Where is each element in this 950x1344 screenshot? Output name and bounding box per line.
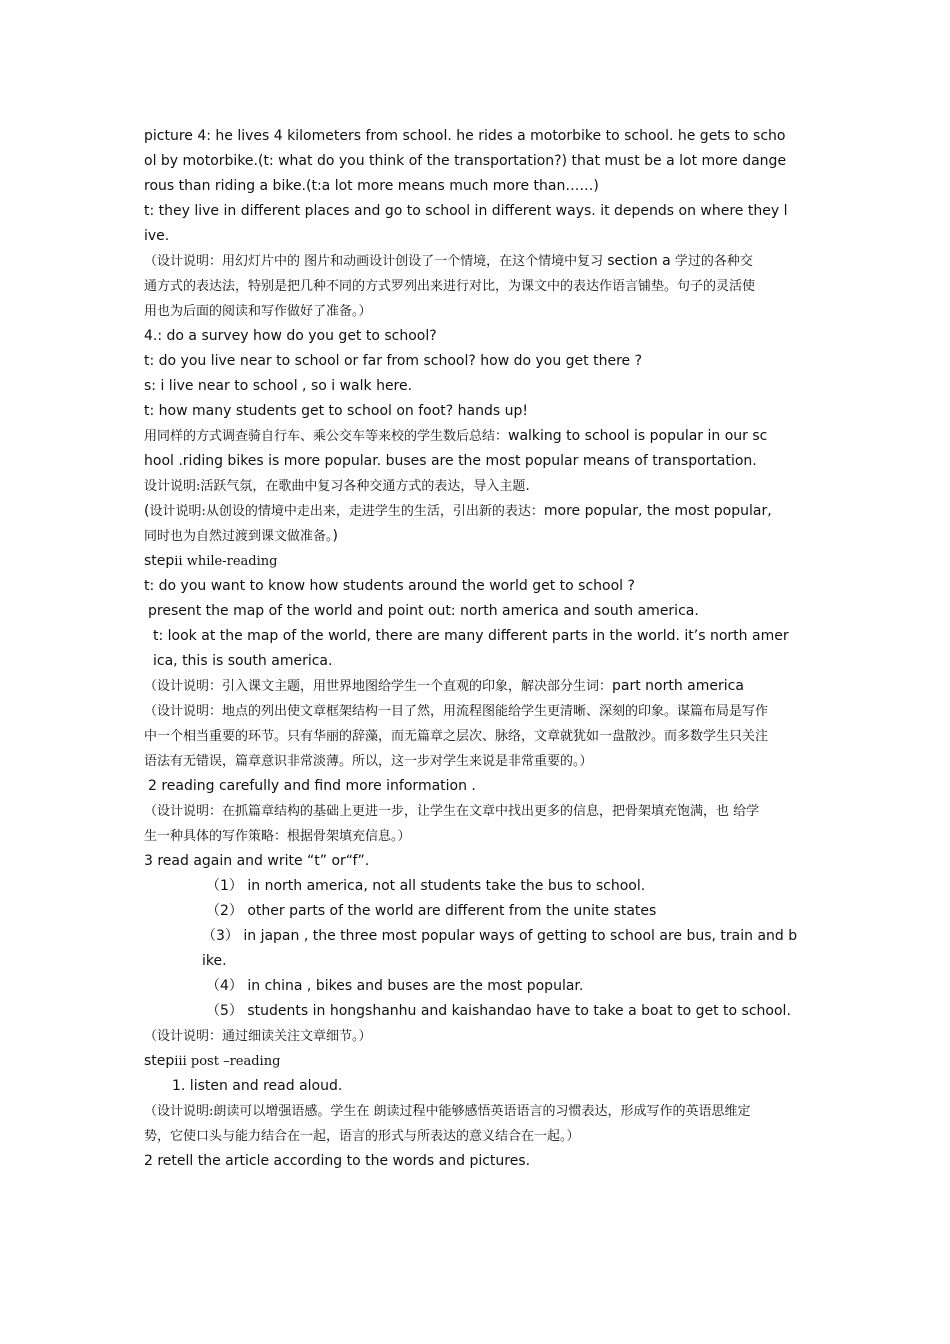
text-line: t: how many students get to school on foot? hands up! xyxy=(144,403,529,419)
note-text-en: section a xyxy=(607,253,671,269)
text-line: 4.: do a survey how do you get to school? xyxy=(144,328,437,344)
text-line: 1. listen and read aloud. xyxy=(172,1078,343,1094)
note-text-en: part north america xyxy=(612,678,744,694)
note-text: 学过的各种交 xyxy=(670,254,753,269)
note-text: （设计说明：引入课文主题，用世界地图给学生一个直观的印象，解决部分生词： xyxy=(144,679,613,694)
design-note-line xyxy=(144,249,808,274)
design-note-line: 语法有无错误，篇章意识非常淡薄。所以，这一步对学生来说是非常重要的。） xyxy=(144,754,593,769)
note-text: 用同样的方式调查骑自行车、乘公交车等来校的学生数后总结： xyxy=(144,429,509,444)
step-label: step xyxy=(144,553,175,569)
list-item: （5） students in hongshanhu and kaishandao have to take a boat to get to school. xyxy=(206,1003,791,1019)
note-text-en: ) xyxy=(332,528,338,544)
text-line: ica, this is south america. xyxy=(153,653,333,669)
list-item: （3） in japan , the three most popular ways of getting to school are bus, train and b xyxy=(202,928,798,944)
list-item: ike. xyxy=(202,953,227,969)
list-item: （2） other parts of the world are different from the unite states xyxy=(206,903,657,919)
note-text: （设计说明：用幻灯片中的 图片和动画设计创设了一个情境，在这个情境中复习 xyxy=(144,254,608,269)
note-text-en: walking to school is popular in our sc xyxy=(508,428,768,444)
text-line: 2 reading carefully and find more information . xyxy=(148,778,476,794)
text-line: 2 retell the article according to the words and pictures. xyxy=(144,1153,531,1169)
step-title: ⅲ post –reading xyxy=(174,1054,281,1069)
design-note-line: 势，它使口头与能力结合在一起，语言的形式与所表达的意义结合在一起。） xyxy=(144,1129,580,1144)
text-line: 3 read again and write “t” or“f”. xyxy=(144,853,370,869)
step-heading xyxy=(144,1049,808,1074)
text-line: t: do you want to know how students around the world get to school ? xyxy=(144,578,635,594)
text-line: rous than riding a bike.(t:a lot more means much more than……) xyxy=(144,178,599,194)
step-label: step xyxy=(144,1053,175,1069)
text-line: s: i live near to school , so i walk here. xyxy=(144,378,413,394)
design-note-line xyxy=(144,424,808,449)
text-line: present the map of the world and point out: north america and south america. xyxy=(148,603,699,619)
design-note-line: （设计说明：通过细读关注文章细节。） xyxy=(144,1029,372,1044)
text-line: t: look at the map of the world, there are many different parts in the world. it’s north amer xyxy=(153,628,789,644)
step-title: ⅱ while-reading xyxy=(174,554,278,569)
design-note-line: 用也为后面的阅读和写作做好了准备。） xyxy=(144,304,372,319)
step-heading xyxy=(144,549,808,574)
list-item: （1） in north america, not all students take the bus to school. xyxy=(206,878,646,894)
list-item: （4） in china , bikes and buses are the most popular. xyxy=(206,978,584,994)
design-note-line: （设计说明：在抓篇章结构的基础上更进一步，让学生在文章中找出更多的信息，把骨架填充饱满，也 给学 xyxy=(144,804,760,819)
note-text: 同时也为自然过渡到课文做准备。 xyxy=(144,529,333,544)
text-line: t: do you live near to school or far from school? how do you get there ? xyxy=(144,353,643,369)
design-note-line: （设计说明：地点的列出使文章框架结构一目了然，用流程图能给学生更清晰、深刻的印象。谋篇布局是写作 xyxy=(144,704,769,719)
note-text-en: more popular, the most popular, xyxy=(543,503,772,519)
design-note-line xyxy=(144,499,808,524)
design-note-line xyxy=(144,524,808,549)
document-body xyxy=(144,124,808,1174)
text-line: ive. xyxy=(144,228,170,244)
note-text: 设计说明:从创设的情境中走出来，走进学生的生活，引出新的表达： xyxy=(149,504,544,519)
design-note-line: 生一种具体的写作策略：根据骨架填充信息。） xyxy=(144,829,411,844)
text-line: t: they live in different places and go to school in different ways. it depends on where they l xyxy=(144,203,788,219)
design-note-line: 中一个相当重要的环节。只有华丽的辞藻，而无篇章之层次、脉络，文章就犹如一盘散沙。而多数学生只关注 xyxy=(144,729,769,744)
design-note-line: 通方式的表达法，特别是把几种不同的方式罗列出来进行对比，为课文中的表达作语言铺垫。句子的灵活使 xyxy=(144,279,756,294)
note-text: 设计说明:活跃气氛，在歌曲中复习各种交通方式的表达，导入主题 xyxy=(144,479,526,494)
text-line: ol by motorbike.(t: what do you think of the transportation?) that must be a lot more dange xyxy=(144,153,787,169)
note-text-en: . xyxy=(525,478,530,494)
design-note-line: （设计说明:朗读可以增强语感。学生在 朗读过程中能够感悟英语语言的习惯表达，形成写作的英语思维定 xyxy=(144,1104,751,1119)
text-line: picture 4: he lives 4 kilometers from school. he rides a motorbike to school. he gets to scho xyxy=(144,128,786,144)
design-note-line xyxy=(144,674,808,699)
text-line: hool .riding bikes is more popular. buses are the most popular means of transportation. xyxy=(144,453,757,469)
design-note-line xyxy=(144,474,808,499)
note-text-en: ( xyxy=(144,503,150,519)
